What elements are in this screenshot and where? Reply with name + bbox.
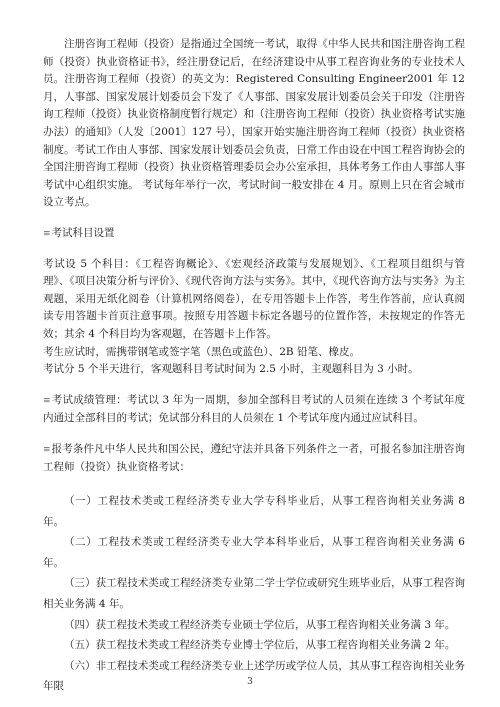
exam-duration-line: 考试分 5 个半天进行，客观题科目考试时间为 2.5 小时，主观题科目为 3 小时。 — [43, 363, 419, 376]
condition-item: （五）获工程技术类或工程经济类专业博士学位后，从事工程咨询相关业务满 2 年。 — [64, 639, 456, 652]
page-number: 3 — [247, 677, 253, 687]
subjects-paragraph: 考试设 5 个科目：《工程咨询概论》、《宏观经济政策与发展规划》、《工程项目组织与管理》、《项目决策分析与评价》、《现代咨询方法与实务》。其中，《现代咨询方法与实务》为主观题，采用无纸化阅卷（计算机网络阅卷），在专用答题卡上作答，考生作答前，应认真阅读专用答题卡首页注意事项。按照专用答题卡标定各题号的位置作答，未按规定的作答无效；其余 4 个科目均为客观题，在答题卡上作答。 — [43, 257, 465, 340]
section-marker-icon: ≡ — [43, 228, 51, 239]
section-title: 考试科目设置 — [51, 226, 115, 239]
condition-item: （六）非工程技术类或工程经济类专业上述学历或学位人员，其从事工程咨询相关业务年限 — [43, 659, 465, 693]
eligibility-text: 报考条件凡中华人民共和国公民，遵纪守法并具备下列条件之一者，可报名参加注册咨询工程师（投资）执业资格考试： — [43, 442, 465, 474]
section-heading-subjects — [43, 225, 465, 244]
score-management-text: 考试成绩管理：考试以 3 年为一周期，参加全部科目考试的人员须在连续 3 个考试年度内通过全部科目的考试；免试部分科目的人员须在 1 个考试年度内通过应试科目。 — [43, 393, 465, 425]
section-marker-icon: ≡ — [43, 395, 51, 406]
eligibility-paragraph — [43, 441, 465, 477]
document-page — [43, 36, 465, 697]
conditions-list — [43, 491, 465, 697]
condition-item: （三）获工程技术类或工程经济类专业第二学士学位或研究生班毕业后，从事工程咨询相关业务满 4 年。 — [43, 577, 465, 611]
score-management-paragraph — [43, 392, 465, 428]
condition-item: （四）获工程技术类或工程经济类专业硕士学位后，从事工程咨询相关业务满 3 年。 — [64, 618, 456, 631]
exam-materials-line: 考生应试时，需携带钢笔或签字笔（黑色或蓝色）、2B 铅笔、橡皮。 — [43, 345, 360, 358]
condition-item: （一）工程技术类或工程经济类专业大学专科毕业后，从事工程咨询相关业务满 8 年。 — [43, 495, 465, 528]
section-marker-icon: ≡ — [43, 444, 51, 455]
intro-paragraph: 注册咨询工程师（投资）是指通过全国统一考试，取得《中华人民共和国注册咨询工程师（投资）执业资格证书》，经注册登记后，在经济建设中从事工程咨询业务的专业技术人员。注册咨询工程师（投资）的英文为：Registered Consulting Engineer2001 年 12 月，人事部、国家发展计划委员会下发了《人事部、国家发展计划委员会关于印发（注册咨询工程师（投资）执业资格制度暂行规定）和（注册咨询工程师（投资）执业资格考试实施办法）的通知》（人发〔2001〕127 号），国家开始实施注册咨询工程师（投资）执业资格制度。考试工作由人事部、国家发展计划委员会负责，日常工作由设在中国工程咨询协会的全国注册咨询工程师（投资）执业资格管理委员会办公室承担，具体考务工作由人事部人事考试中心组织实施。 考试每年举行一次，考试时间一般安排在 4 月。原则上只在省会城市设立考点。 — [43, 38, 465, 209]
condition-item: （二）工程技术类或工程经济类专业大学本科毕业后，从事工程咨询相关业务满 6 年。 — [43, 536, 465, 569]
